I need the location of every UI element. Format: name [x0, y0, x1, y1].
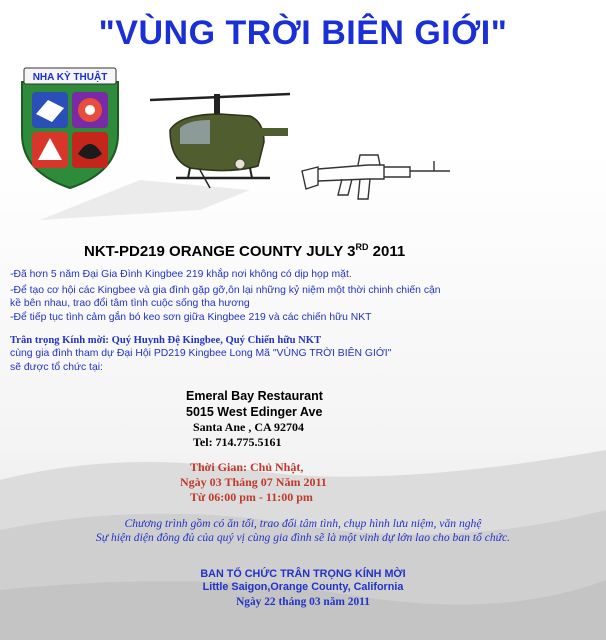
bullet-2: -Để tạo cơ hội các Kingbee và gia đình gặp gỡ,ôn lại những kỷ niệm một thời chinh chiến cận — [10, 285, 441, 296]
bullet-4: -Để tiếp tục tình cảm gắn bó keo sơn giữa Kingbee 219 và các chiến hữu NKT — [10, 312, 372, 323]
unit-emblem-icon — [18, 64, 122, 190]
program-line-1: Chương trình gồm có ăn tối, trao đổi tâm tình, chụp hình lưu niệm, văn nghệ — [124, 517, 482, 530]
time-hours: Từ 06:00 pm - 11:00 pm — [190, 490, 313, 504]
bullet-3: kề bên nhau, trao đổi tâm tình cuộc sống tha hương — [10, 298, 250, 309]
venue-city: Santa Ane , CA 92704 — [193, 420, 305, 434]
page-title: "VÙNG TRỜI BIÊN GIỚI" — [98, 14, 508, 52]
organizer-line-1: BAN TỔ CHỨC TRÂN TRỌNG KÍNH MỜI — [200, 568, 406, 580]
invite-line-1: Trân trọng Kính mời: Quý Huynh Đệ Kingbee, Quý Chiến hữu NKT — [10, 335, 322, 346]
organizer-line-2: Little Saigon,Orange County, California — [202, 581, 404, 593]
event-heading-year: 2011 — [368, 243, 406, 260]
organizer-date: Ngày 22 tháng 03 năm 2011 — [236, 596, 370, 608]
program-line-2: Sự hiện diện đông đủ của quý vị cùng gia đình sẽ là một vinh dự lớn lao cho ban tổ chức. — [95, 531, 511, 544]
event-heading-main: NKT-PD219 ORANGE COUNTY JULY 3 — [84, 243, 356, 260]
invite-line-3: sẽ được tổ chức tại: — [10, 362, 103, 373]
rifle-icon — [298, 145, 454, 203]
time-label: Thời Gian: Chủ Nhật, — [190, 460, 304, 474]
time-date: Ngày 03 Tháng 07 Năm 2011 — [180, 475, 327, 489]
venue-street: 5015 West Edinger Ave — [186, 405, 323, 419]
event-heading — [84, 242, 405, 260]
event-heading-suffix: RD — [355, 242, 369, 252]
venue-tel: Tel: 714.775.5161 — [193, 435, 282, 449]
bullet-1: -Đã hơn 5 năm Đại Gia Đình Kingbee 219 khắp nơi không có dịp họp mặt. — [10, 269, 352, 280]
emblem-banner-text: NHA KỲ THUẬT — [32, 72, 108, 83]
venue-name: Emeral Bay Restaurant — [186, 389, 323, 403]
helicopter-icon — [140, 70, 300, 200]
invite-line-2: cùng gia đình tham dự Đại Hội PD219 Kingbee Long Mã "VÙNG TRỜI BIÊN GIỚI" — [10, 348, 392, 359]
